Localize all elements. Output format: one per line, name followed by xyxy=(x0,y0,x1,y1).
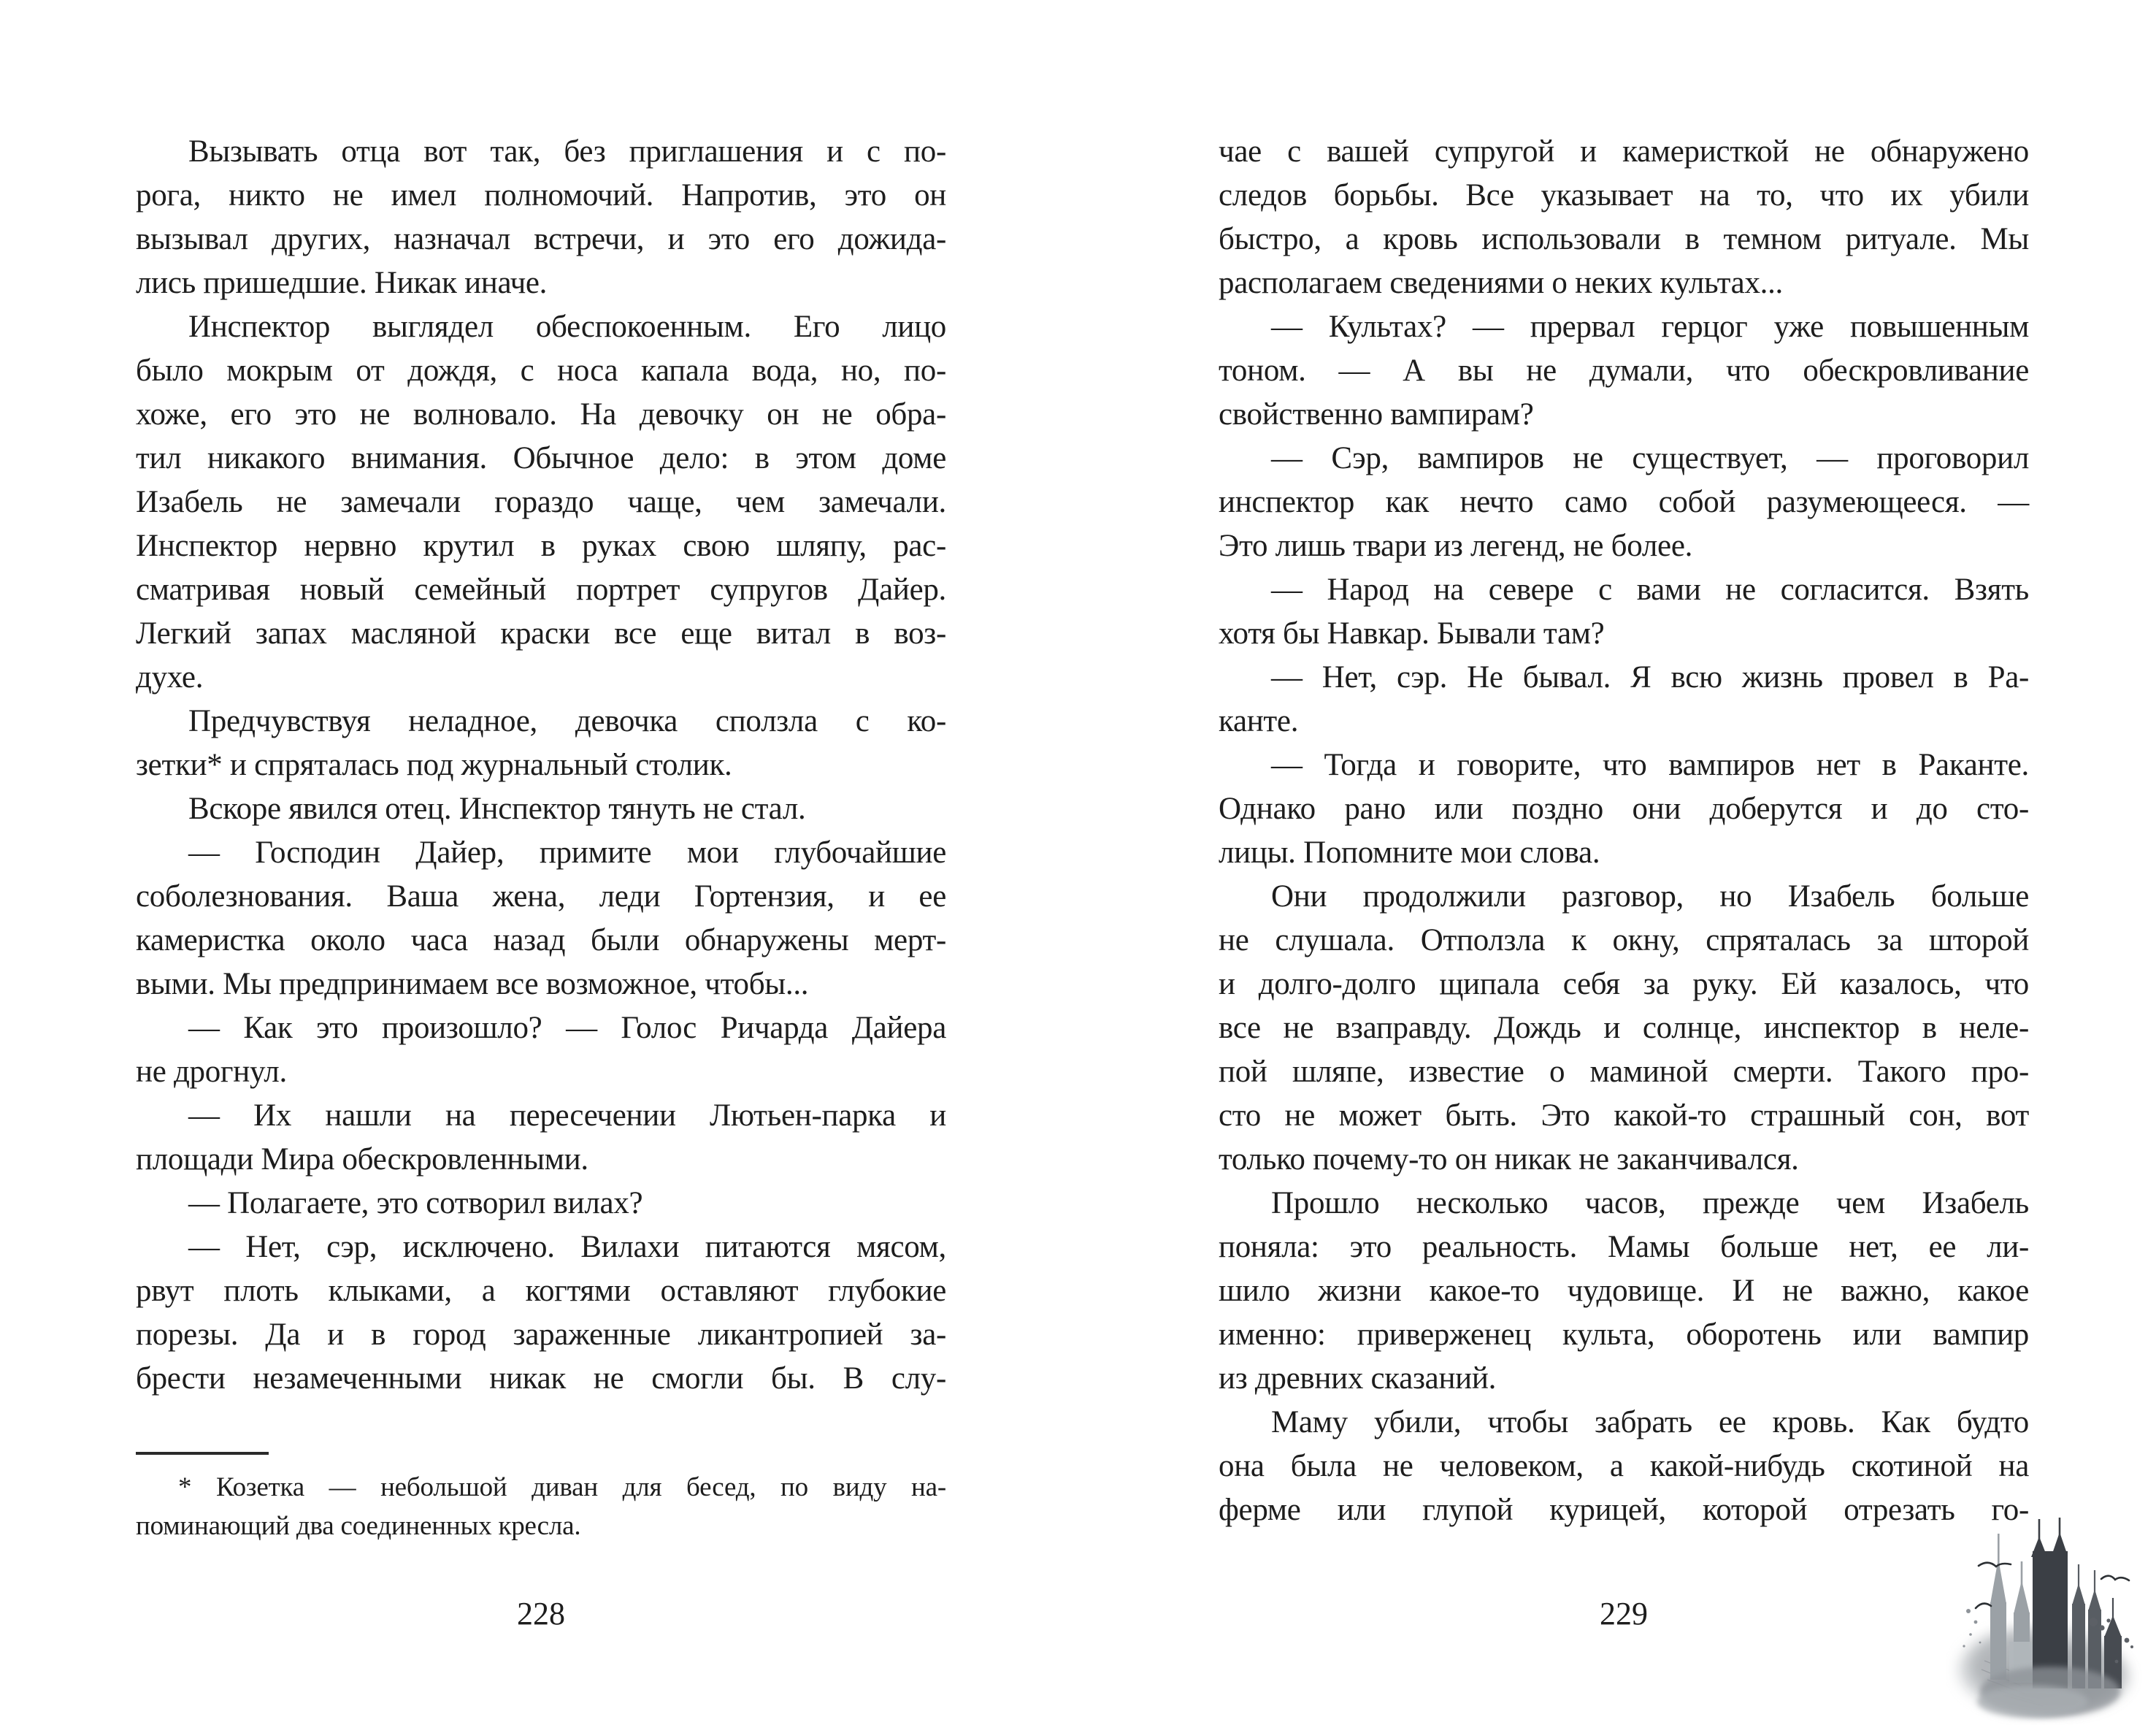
text-line: поняла: это реальность. Мамы больше нет, ее ли- xyxy=(1219,1230,2029,1264)
text-line: следов борьбы. Все указывает на то, что их убили xyxy=(1219,178,2029,213)
text-line: свойственно вампирам? xyxy=(1219,397,1534,432)
text-line: порезы. Да и в город зараженные ликантропией за- xyxy=(136,1317,946,1352)
text-line: соболезнования. Ваша жена, леди Гортензия, и ее xyxy=(136,879,946,914)
text-line: только почему-то он никак не заканчивался. xyxy=(1219,1142,1799,1177)
text-line: Маму убили, чтобы забрать ее кровь. Как будто xyxy=(1271,1405,2029,1439)
text-line: — Народ на севере с вами не согласится. Взять xyxy=(1271,573,2029,607)
text-line: тил никакого внимания. Обычное дело: в этом доме xyxy=(136,441,946,475)
castle-illustration xyxy=(1946,1518,2148,1725)
text-line: — Господин Дайер, примите мои глубочайшие xyxy=(188,835,946,870)
text-line: вызывал других, назначал встречи, и это его дожида- xyxy=(136,222,946,256)
text-line: Они продолжили разговор, но Изабель больше xyxy=(1271,879,2029,914)
text-line: — Тогда и говорите, что вампиров нет в Раканте. xyxy=(1271,748,2029,782)
text-line: брести незамеченными никак не смогли бы. В слу- xyxy=(136,1361,946,1396)
text-line: Однако рано или поздно они доберутся и до сто- xyxy=(1219,792,2029,826)
text-line: чае с вашей супругой и камеристкой не обнаружено xyxy=(1219,134,2029,169)
right-turret xyxy=(2104,1598,2122,1688)
text-line: духе. xyxy=(136,660,204,695)
text-line: рвут плоть клыками, а когтями оставляют глубокие xyxy=(136,1274,946,1308)
text-line: лись пришедшие. Никак иначе. xyxy=(136,266,548,300)
page-number-right: 229 xyxy=(1600,1596,1648,1632)
text-line: камеристка около часа назад были обнаружены мерт- xyxy=(136,923,946,957)
page-right xyxy=(1078,0,2155,1725)
text-line: Это лишь твари из легенд, не более. xyxy=(1219,529,1693,563)
text-line: сматривая новый семейный портрет супругов Дайер. xyxy=(136,573,946,607)
text-line: Вскоре явился отец. Инспектор тянуть не стал. xyxy=(188,792,806,826)
text-line: Вызывать отца вот так, без приглашения и с по- xyxy=(188,134,946,169)
text-line: — Полагаете, это сотворил вилах? xyxy=(188,1186,643,1220)
text-line: быстро, а кровь использовали в темном ритуале. Мы xyxy=(1219,222,2029,256)
text-line: было мокрым от дождя, с носа капала вода, но, по- xyxy=(136,353,946,388)
text-line: хоже, его это не волновало. На девочку он не обра- xyxy=(136,397,946,432)
text-line: хотя бы Навкар. Бывали там? xyxy=(1219,616,1605,651)
text-line: лицы. Попомните мои слова. xyxy=(1219,835,1600,870)
text-line: тоном. — А вы не думали, что обескровливание xyxy=(1219,353,2029,388)
text-line: Прошло несколько часов, прежде чем Изабель xyxy=(1271,1186,2029,1220)
text-line: площади Мира обескровленными. xyxy=(136,1142,588,1177)
text-line: — Сэр, вампиров не существует, — проговорил xyxy=(1271,441,2029,475)
text-line: рога, никто не имел полномочий. Напротив, это он xyxy=(136,178,946,213)
page-left-text xyxy=(136,130,946,1401)
text-line: — Их нашли на пересечении Лютьен-парка и xyxy=(188,1098,946,1133)
page-number-left: 228 xyxy=(517,1596,565,1632)
text-line: инспектор как нечто само собой разумеющееся. — xyxy=(1219,485,2029,519)
text-line: канте. xyxy=(1219,704,1299,738)
footnote xyxy=(136,1468,946,1545)
text-line: поминающий два соединенных кресла. xyxy=(136,1511,581,1541)
text-line: зетки* и спряталась под журнальный столик. xyxy=(136,748,732,782)
text-line: Инспектор нервно крутил в руках свою шляпу, рас- xyxy=(136,529,946,563)
text-line: ферме или глупой курицей, которой отрезать го- xyxy=(1219,1493,2029,1527)
text-line: и долго-долго щипала себя за руку. Ей казалось, что xyxy=(1219,967,2029,1001)
text-line: — Культах? — прервал герцог уже повышенным xyxy=(1271,310,2029,344)
text-line: шило жизни какое-то чудовище. И не важно, какое xyxy=(1219,1274,2029,1308)
text-line: сто не может быть. Это какой-то страшный сон, вот xyxy=(1219,1098,2029,1133)
text-line: * Козетка — небольшой диван для бесед, по виду на- xyxy=(178,1472,946,1502)
text-line: не слушала. Отползла к окну, спряталась за шторой xyxy=(1219,923,2029,957)
text-line: располагаем сведениями о неких культах... xyxy=(1219,266,1783,300)
text-line: Предчувствуя неладное, девочка сползла с ко- xyxy=(188,704,946,738)
footnote-divider xyxy=(136,1452,269,1455)
text-line: именно: приверженец культа, оборотень или вампир xyxy=(1219,1317,2029,1352)
text-line: все не взаправду. Дождь и солнце, инспектор в неле- xyxy=(1219,1011,2029,1045)
text-line: пой шляпе, известие о маминой смерти. Такого про- xyxy=(1219,1055,2029,1089)
text-line: — Нет, сэр, исключено. Вилахи питаются мясом, xyxy=(188,1230,946,1264)
text-line: она была не человеком, а какой-нибудь скотиной на xyxy=(1219,1449,2029,1483)
text-line: из древних сказаний. xyxy=(1219,1361,1497,1396)
dark-tower xyxy=(2031,1518,2068,1688)
text-line: Инспектор выглядел обеспокоенным. Его лицо xyxy=(188,310,946,344)
text-line: — Как это произошло? — Голос Ричарда Дайера xyxy=(188,1011,946,1045)
text-line: выми. Мы предпринимаем все возможное, чтобы... xyxy=(136,967,809,1001)
text-line: — Нет, сэр. Не бывал. Я всю жизнь провел в Ра- xyxy=(1271,660,2029,695)
text-line: Изабель не замечали гораздо чаще, чем замечали. xyxy=(136,485,946,519)
text-line: Легкий запах масляной краски все еще витал в воз- xyxy=(136,616,946,651)
page-right-text xyxy=(1219,130,2029,1532)
text-line: не дрогнул. xyxy=(136,1055,287,1089)
